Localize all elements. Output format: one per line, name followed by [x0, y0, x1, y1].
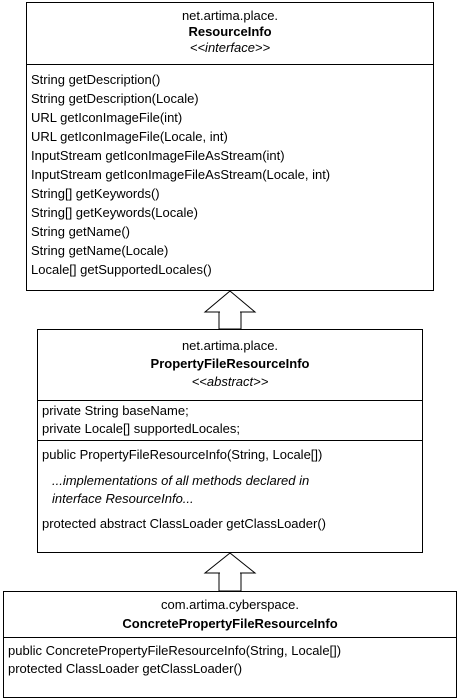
- property-file-resource-info-class-name: PropertyFileResourceInfo: [150, 356, 310, 371]
- generalization-arrowhead: [205, 553, 255, 573]
- concrete-property-file-resource-info-package: com.artima.cyberspace.: [161, 597, 299, 612]
- method-line: URL getIconImageFile(Locale, int): [31, 129, 228, 144]
- method-line: String[] getKeywords(Locale): [31, 205, 198, 220]
- method-line: protected ClassLoader getClassLoader(): [8, 661, 243, 676]
- field-line: private Locale[] supportedLocales;: [42, 421, 241, 436]
- method-line: String getName(): [31, 224, 130, 239]
- method-line: InputStream getIconImageFileAsStream(int): [31, 148, 285, 163]
- concrete-property-file-resource-info-header: [4, 592, 456, 638]
- implementation-comment-line: interface ResourceInfo...: [52, 491, 194, 506]
- method-line: public ConcretePropertyFileResourceInfo(String, Locale[]): [8, 643, 342, 658]
- constructor-line: public PropertyFileResourceInfo(String, Locale[]): [42, 447, 323, 462]
- abstract-method-line: protected abstract ClassLoader getClassLoader(): [42, 516, 326, 531]
- implementation-comment-line: ...implementations of all methods declared in: [52, 473, 310, 488]
- method-line: String getDescription(Locale): [31, 91, 199, 106]
- method-line: String getName(Locale): [31, 243, 169, 258]
- concrete-property-file-resource-info-methods: [4, 638, 456, 678]
- property-file-resource-info-stereotype: <<abstract>>: [191, 374, 269, 389]
- field-line: private String baseName;: [42, 403, 189, 418]
- method-line: String getDescription(): [31, 72, 161, 87]
- concrete-property-file-resource-info-class-name: ConcretePropertyFileResourceInfo: [122, 616, 338, 631]
- generalization-shaft: [219, 573, 241, 591]
- method-line: Locale[] getSupportedLocales(): [31, 262, 212, 277]
- method-line: String[] getKeywords(): [31, 186, 160, 201]
- concrete-property-file-resource-info-box: [3, 591, 457, 698]
- property-file-resource-info-package: net.artima.place.: [181, 338, 279, 353]
- method-line: URL getIconImageFile(int): [31, 110, 183, 125]
- method-line: InputStream getIconImageFileAsStream(Locale, int): [31, 167, 331, 182]
- resource-info-package: net.artima.place.: [181, 8, 279, 23]
- resource-info-class-name: ResourceInfo: [188, 24, 272, 39]
- resource-info-stereotype: <<interface>>: [189, 40, 271, 55]
